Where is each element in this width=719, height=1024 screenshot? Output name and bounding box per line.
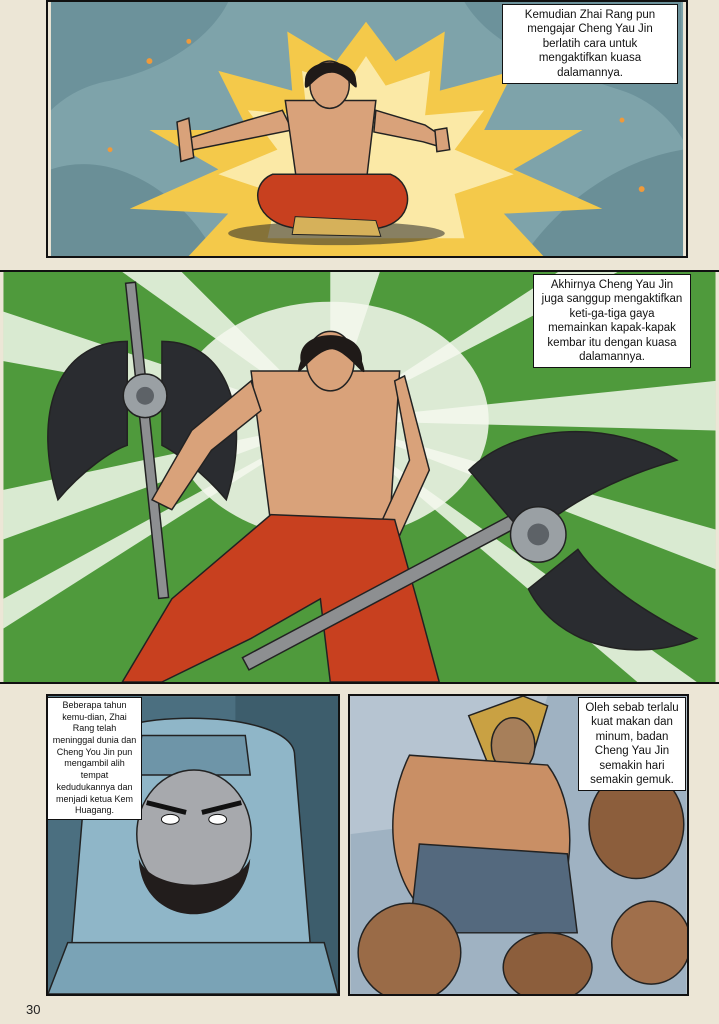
panel-4-caption: Oleh sebab terlalu kuat makan dan minum, badan Cheng Yau Jin semakin hari semakin gemuk. bbox=[578, 697, 686, 791]
panel-1-caption: Kemudian Zhai Rang pun mengajar Cheng Yau Jin berlatih cara untuk mengaktifkan kuasa dalamannya. bbox=[502, 4, 678, 84]
page-number: 30 bbox=[26, 1002, 41, 1017]
panel-2-caption: Akhirnya Cheng Yau Jin juga sanggup mengaktifkan keti-ga-tiga gaya memainkan kapak-kapak kembar itu dengan kuasa dalamannya. bbox=[533, 274, 691, 368]
panel-3-caption: Beberapa tahun kemu-dian, Zhai Rang telah meninggal dunia dan Cheng You Jin pun mengambil alih tempat kedudukannya dan menjadi ketua Kem Huagang. bbox=[47, 697, 142, 820]
